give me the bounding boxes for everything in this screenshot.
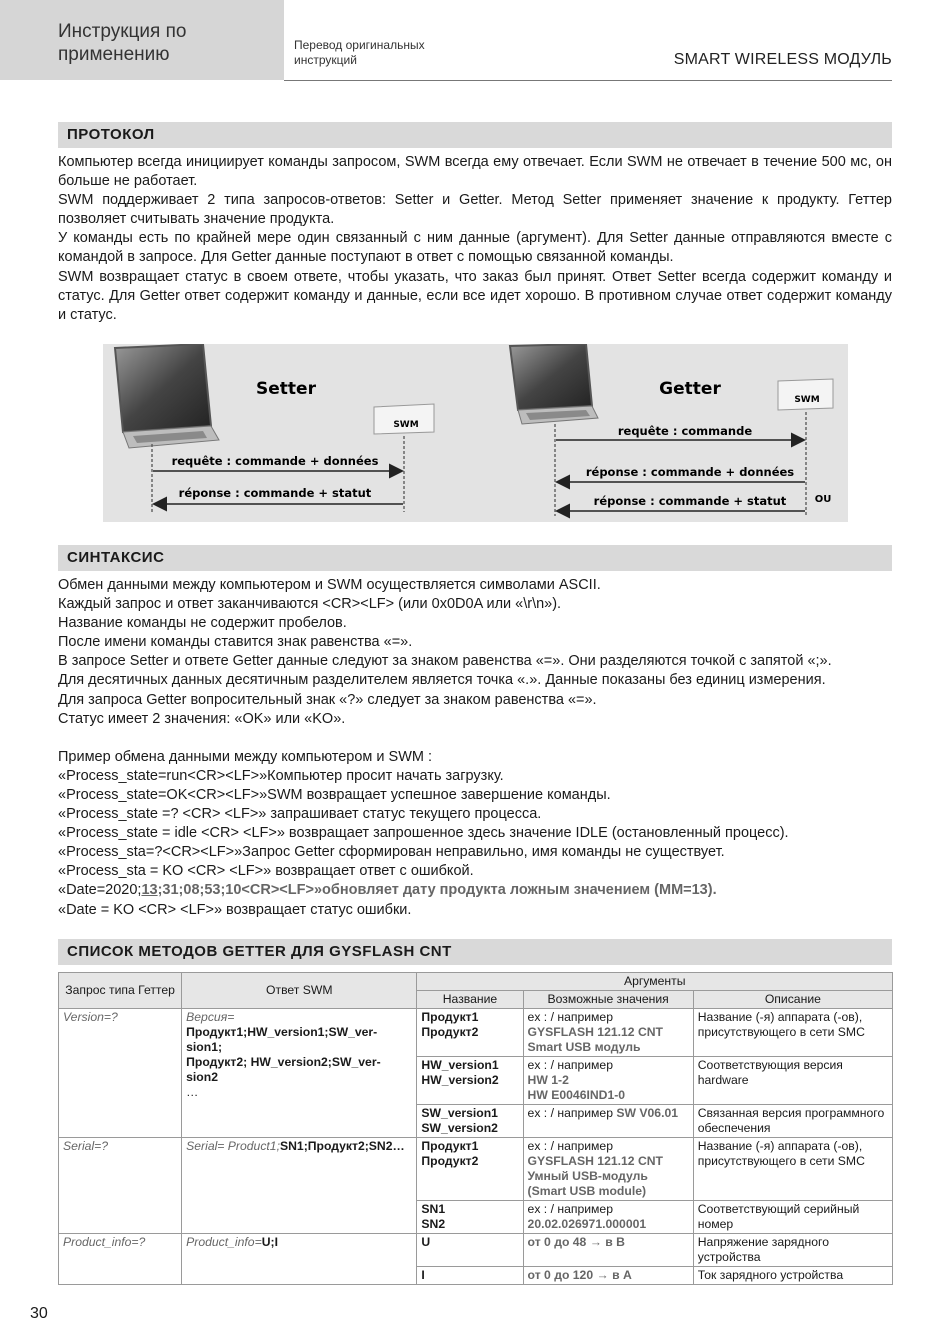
product-title: SMART WIRELESS МОДУЛЬ: [673, 51, 892, 68]
arg-values: [523, 1057, 693, 1105]
request-cell: Serial=?: [59, 1138, 182, 1234]
getter-methods-table: [58, 972, 893, 1285]
response-cell: [182, 1009, 417, 1138]
arg-description: Ток зарядного устройства: [693, 1267, 892, 1285]
arg-name: I: [417, 1267, 523, 1285]
col-request: Запрос типа Геттер: [59, 973, 182, 1009]
example-line: «Process_sta = KO <CR> <LF>» возвращает ответ с ошибкой.: [58, 863, 474, 880]
translation-note-line2: инструкций: [294, 53, 357, 67]
example-label: ex : / например: [527, 1139, 613, 1153]
arg-name: HW_version1 HW_version2: [417, 1057, 523, 1105]
protocol-paragraph: Компьютер всегда инициирует команды запросом, SWM всегда ему отвечает. Если SWM не отвечает в течение 500 мс, он больше не работает.: [58, 154, 892, 190]
date-note: обновляет дату продукта ложным значением (ММ=13).: [322, 882, 717, 899]
syntax-line: После имени команды ставится знак равенства «=».: [58, 634, 413, 651]
syntax-line: Обмен данными между компьютером и SWM осуществляется символами ASCII.: [58, 577, 601, 593]
syntax-line: Для десятичных данных десятичным разделителем является точка «.». Данные показаны без единиц измерения.: [58, 672, 826, 689]
example-label: ex : / например: [527, 1058, 613, 1072]
spacer: [58, 729, 892, 748]
getter-response-status-label: réponse : commande + statut: [593, 494, 787, 508]
syntax-line: Название команды не содержит пробелов.: [58, 615, 347, 632]
arg-name: Продукт1 Продукт2: [417, 1138, 523, 1201]
translation-note: [294, 38, 425, 68]
response-part: …: [186, 1085, 199, 1099]
response-cell: [182, 1234, 417, 1285]
example-value: GYSFLASH 121.12 CNT Умный USB-модуль (Smart USB module): [527, 1154, 664, 1198]
col-description: Описание: [693, 991, 892, 1009]
arg-description: Название (-я) аппарата (-ов), присутствующего в сети SMC: [693, 1009, 892, 1057]
getter-request-label: requête : commande: [617, 424, 753, 438]
arg-values: [523, 1105, 693, 1138]
section-getter-list-heading: СПИСОК МЕТОДОВ GETTER ДЛЯ GYSFLASH CNT: [58, 939, 892, 965]
example-label: ex : / например: [527, 1106, 613, 1120]
response-part: Продукт1;HW_version1;SW_ver-sion1;: [186, 1025, 378, 1054]
example-line: «Process_state =? <CR> <LF>» запрашивает статус текущего процесса.: [58, 806, 542, 823]
doc-type-line1: Инструкция по: [58, 21, 187, 42]
syntax-line: Для запроса Getter вопросительный знак «?» следует за знаком равенства «=».: [58, 691, 597, 708]
laptop-icon: [115, 344, 219, 448]
request-cell: Product_info=?: [59, 1234, 182, 1285]
arg-name: SN1 SN2: [417, 1201, 523, 1234]
col-response: Ответ SWM: [182, 973, 417, 1009]
example-line: «Process_state = idle <CR> <LF>» возвращает запрошенное здесь значение IDLE (остановленный процесс).: [58, 825, 789, 842]
table-row: [59, 1234, 893, 1267]
document-type: [58, 20, 186, 66]
response-part: Продукт2; HW_version2;SW_ver-sion2: [186, 1055, 381, 1084]
example-line: «Process_sta=?<CR><LF>»Запрос Getter сформирован неправильно, имя команды не существует.: [58, 844, 725, 861]
table-header-row: [59, 973, 893, 991]
section-syntax-heading: СИНТАКСИС: [58, 545, 892, 571]
example-value: HW 1-2 HW E0046IND1-0: [527, 1073, 626, 1102]
arg-values: от 0 до 120 → в А: [523, 1267, 693, 1285]
example-label: ex : / например: [527, 1202, 613, 1216]
example-value: GYSFLASH 121.12 CNT Smart USB модуль: [527, 1025, 664, 1054]
protocol-paragraph: SWM возвращает статус в своем ответе, чтобы указать, что заказ был принят. Ответ Setter всегда содержит команду и статус. Для Getter ответ содержит команду и данные, если все идет хорошо. В противном случае ответ содержит команду и статус.: [58, 268, 892, 323]
syntax-line: Статус имеет 2 значения: «OK» или «KO».: [58, 710, 346, 727]
example-line: «Process_state=run<CR><LF>»Компьютер просит начать загрузку.: [58, 767, 504, 784]
col-name: Название: [417, 991, 523, 1009]
protocol-text: [58, 153, 892, 325]
protocol-paragraph: SWM поддерживает 2 типа запросов-ответов: Setter и Getter. Метод Setter применяет значение к продукту. Геттер позволяет считывать значение продукта.: [58, 192, 892, 228]
getter-title: Getter: [659, 379, 721, 399]
example-line: «Date = KO <CR> <LF>» возвращает статус ошибки.: [58, 901, 412, 918]
arg-values: от 0 до 48 → в В: [523, 1234, 693, 1267]
example-label: ex : / например: [527, 1010, 613, 1024]
col-arguments: Аргументы: [417, 973, 893, 991]
table-row: [59, 1009, 893, 1057]
syntax-line: Каждый запрос и ответ заканчиваются <CR><LF> (или 0x0D0A или «\r\n»).: [58, 596, 562, 613]
date-prefix: «Date=2020;: [58, 882, 142, 899]
response-part: SN1;Продукт2;SN2…: [279, 1139, 405, 1153]
syntax-line: В запросе Setter и ответе Getter данные следуют за знаком равенства «=». Они разделяются точкой с запятой «;».: [58, 653, 832, 670]
arg-name: Продукт1 Продукт2: [417, 1009, 523, 1057]
arg-description: Название (-я) аппарата (-ов), присутствующего в сети SMC: [693, 1138, 892, 1201]
page-number: 30: [30, 1305, 48, 1322]
doc-type-line2: применению: [58, 44, 170, 65]
swm-box-icon: [778, 379, 833, 410]
arg-description: Напряжение зарядного устройства: [693, 1234, 892, 1267]
request-cell: Version=?: [59, 1009, 182, 1138]
or-label: OU: [814, 494, 832, 505]
setter-request-label: requête : commande + données: [171, 454, 379, 468]
setter-title: Setter: [256, 379, 316, 399]
laptop-icon: [510, 344, 598, 424]
response-cell: [182, 1138, 417, 1234]
date-wrong-month: 13: [141, 882, 158, 899]
protocol-paragraph: У команды есть по крайней мере один связанный с ним данные (аргумент). Для Setter данные отправляются вместе с командой в запросе. Для Getter данные поступают в ответ с помощью связанной команды.: [58, 230, 892, 266]
syntax-text: [58, 576, 892, 920]
header-box: [0, 0, 284, 80]
example-intro: Пример обмена данными между компьютером и SWM :: [58, 748, 433, 765]
arg-values: [523, 1009, 693, 1057]
arg-values: [523, 1201, 693, 1234]
arg-description: Соответствующий серийный номер: [693, 1201, 892, 1234]
example-value: SW V06.01: [616, 1106, 679, 1120]
example-value: 20.02.026971.000001: [527, 1217, 647, 1231]
diagram-svg: [103, 344, 848, 522]
arg-name: U: [417, 1234, 523, 1267]
arg-description: Связанная версия программного обеспечения: [693, 1105, 892, 1138]
arg-description: Соответствующия версия hardware: [693, 1057, 892, 1105]
arg-values: [523, 1138, 693, 1201]
table-row: [59, 1138, 893, 1201]
response-label: Serial= Product1;: [186, 1139, 280, 1153]
translation-note-line1: Перевод оригинальных: [294, 38, 425, 52]
section-protocol-heading: ПРОТОКОЛ: [58, 122, 892, 148]
swm-label: SWM: [794, 395, 820, 405]
swm-box-icon: [374, 404, 434, 434]
getter-response-data-label: réponse : commande + données: [585, 465, 795, 479]
arg-name: SW_version1 SW_version2: [417, 1105, 523, 1138]
response-part: U;I: [261, 1235, 278, 1249]
header-rule: [284, 80, 892, 81]
response-label: Версия=: [186, 1010, 235, 1024]
example-line-date: [58, 881, 892, 900]
date-rest: ;31;08;53;10<CR><LF>»: [157, 882, 323, 899]
setter-getter-diagram: [103, 344, 848, 522]
response-label: Product_info=: [186, 1235, 262, 1249]
col-values: Возможные значения: [523, 991, 693, 1009]
setter-response-label: réponse : commande + statut: [178, 486, 372, 500]
swm-label: SWM: [393, 420, 419, 430]
example-line: «Process_state=OK<CR><LF>»SWM возвращает успешное завершение команды.: [58, 786, 611, 803]
